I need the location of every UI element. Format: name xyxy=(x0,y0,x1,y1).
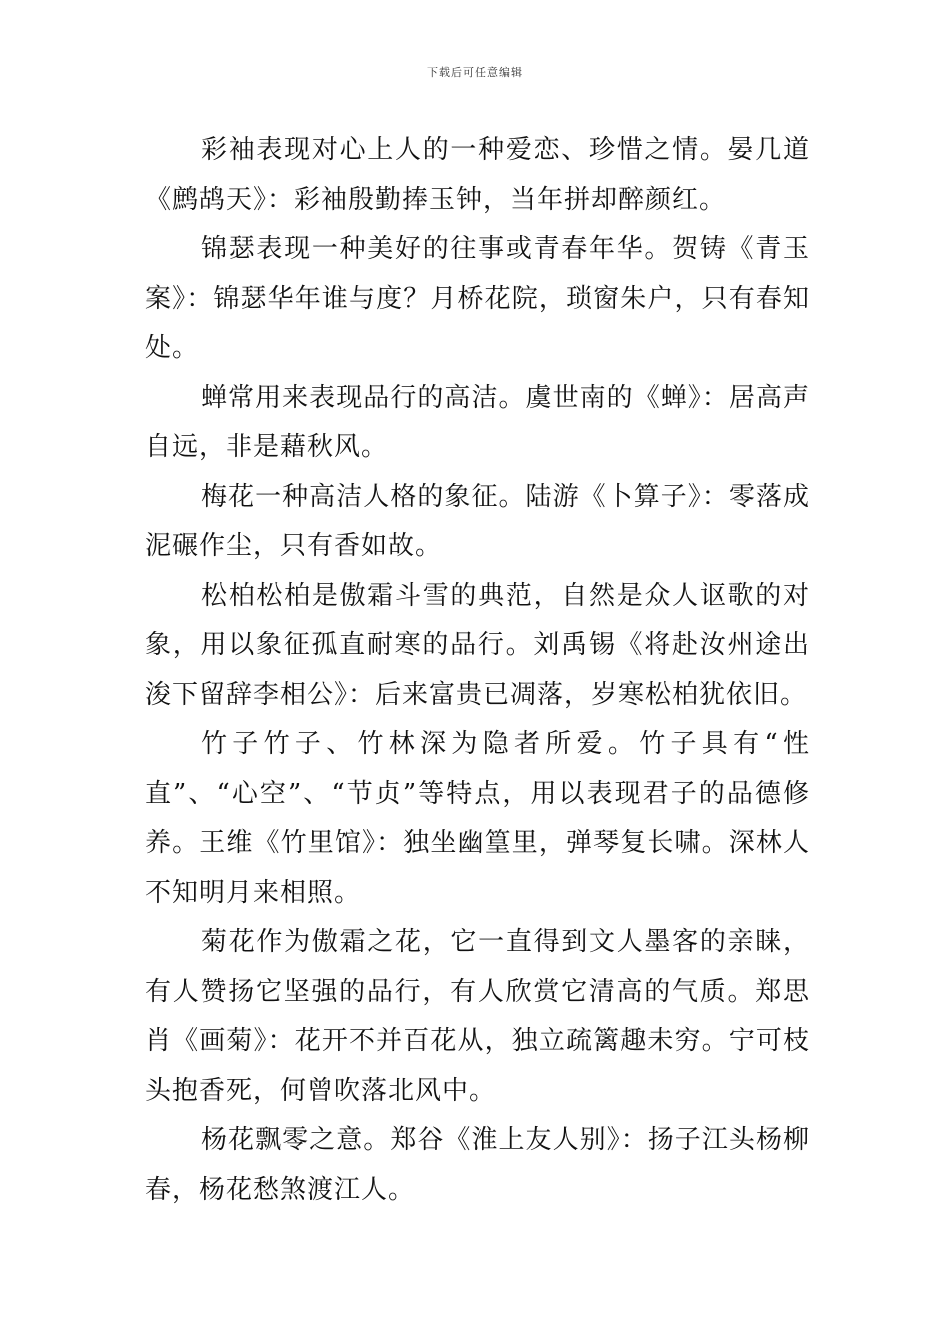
document-body xyxy=(145,126,810,1215)
paragraph-caixiu: 彩袖表现对心上人的一种爱恋、珍惜之情。晏几道《鹧鸪天》：彩袖殷勤捧玉钟，当年拼却醉颜红。 xyxy=(145,135,810,215)
paragraph-songbai: 松柏松柏是傲霜斗雪的典范，自然是众人讴歌的对象，用以象征孤直耐寒的品行。刘禹锡《将赴汝州途出浚下留辞李相公》：后来富贵已凋落，岁寒松柏犹依旧。 xyxy=(145,580,810,710)
paragraph-yanghua: 杨花飘零之意。郑谷《淮上友人别》：扬子江头杨柳春，杨花愁煞渡江人。 xyxy=(145,1125,810,1205)
paragraph-jinse: 锦瑟表现一种美好的往事或青春年华。贺铸《青玉案》：锦瑟华年谁与度？月桥花院，琐窗朱户，只有春知处。 xyxy=(145,234,810,363)
paragraph-meihua: 梅花一种高洁人格的象征。陆游《卜算子》：零落成泥碾作尘，只有香如故。 xyxy=(145,481,810,561)
paragraph-juhua: 菊花作为傲霜之花，它一直得到文人墨客的亲睐，有人赞扬它坚强的品行，有人欣赏它清高的气质。郑思肖《画菊》：花开不并百花从，独立疏篱趣未穷。宁可枝头抱香死，何曾吹落北风中。 xyxy=(145,927,810,1106)
paragraph-zhuzi: 竹子竹子、竹林深为隐者所爱。竹子具有“性直”、“心空”、“节贞”等特点，用以表现君子的品德修养。王维《竹里馆》：独坐幽篁里，弹琴复长啸。深林人不知明月来相照。 xyxy=(145,729,810,908)
paragraph-chan: 蝉常用来表现品行的高洁。虞世南的《蝉》：居高声自远，非是藉秋风。 xyxy=(145,382,810,462)
page-header-note: 下载后可任意编辑 xyxy=(427,66,523,79)
